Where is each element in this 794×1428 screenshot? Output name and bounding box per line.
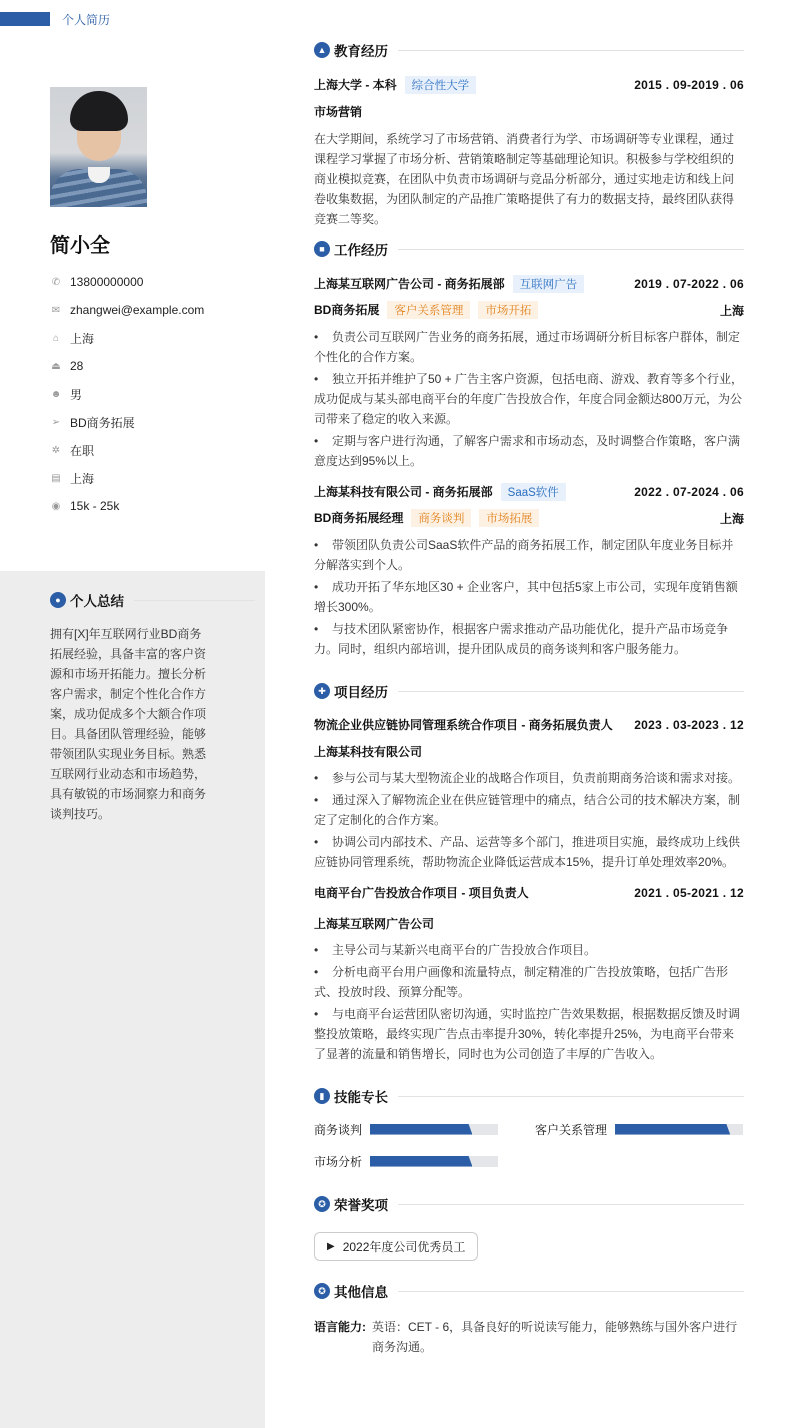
skill-fill (615, 1124, 730, 1135)
briefcase-icon: ■ (314, 241, 330, 257)
industry-tag: 互联网广告 (513, 275, 585, 293)
divider (398, 50, 744, 51)
school-type-tag: 综合性大学 (405, 76, 477, 94)
summary-header (50, 590, 255, 610)
skill-item: 客户关系管理 (535, 1120, 744, 1138)
skill-fill (370, 1124, 472, 1135)
education-desc: 在大学期间，系统学习了市场营销、消费者行为学、市场调研等专业课程，通过课程学习掌握了市场分析、营销策略制定等基础理论知识。积极参与学校组织的商业模拟竞赛，在团队中负责市场调研与竞品分析部分，通过实地走访和线上问卷收集数据，为团队制定的产品推广策略提供了有力的数据支持，最终团队获得竞赛二等奖。 (314, 132, 735, 226)
divider (398, 1096, 744, 1097)
avatar (50, 87, 147, 207)
list-item: • 独立开拓并维护了50 + 广告主客户资源，包括电商、游戏、教育等多个行业，成功促成与某头部电商平台的年度广告投放合作，年度合同金额达800万元，为公司带来了稳定的收入来源。 (314, 372, 744, 426)
info-residence: ⌂ 上海 (50, 324, 204, 352)
other-info-row (314, 1317, 744, 1357)
skill-tag: 市场开拓 (478, 301, 538, 319)
skill-tag: 商务谈判 (411, 509, 471, 527)
list-item: • 通过深入了解物流企业在供应链管理中的痛点，结合公司的技术解决方案，制定了定制化的合作方案。 (314, 793, 741, 827)
list-item: • 带领团队负责公司SaaS软件产品的商务拓展工作，制定团队年度业务目标并分解落实到个人。 (314, 538, 734, 572)
building-icon: ▤ (51, 472, 61, 484)
divider (398, 1204, 744, 1205)
list-item: • 与电商平台运营团队密切沟通，实时监控广告效果数据，根据数据反馈及时调整投放策略，最终实现广告点击率提升30%，转化率提升25%，为电商平台带来了显著的流量和销售增长，同时也为公司创造了丰厚的广告收入。 (314, 1007, 741, 1061)
education-section (314, 40, 744, 229)
list-item: • 与技术团队紧密协作，根据客户需求推动产品功能优化，提升产品市场竞争力。同时，组织内部培训，提升团队成员的商务谈判和客户服务能力。 (314, 622, 729, 656)
role: BD商务拓展 (314, 303, 380, 317)
summary-text: 拥有[X]年互联网行业BD商务拓展经验，具备丰富的客户资源和市场开拓能力。擅长分析客户需求，制定个性化合作方案，成功促成多个大额合作项目。具备团队管理经验，能够带领团队实现业务目标。熟悉互联网行业动态和市场趋势，具有敏锐的市场洞察力和商务谈判技巧。 (50, 627, 207, 821)
list-item: • 定期与客户进行沟通，了解客户需求和市场动态，及时调整合作策略，客户满意度达到95%以上。 (314, 434, 741, 468)
info-email: ✉ zhangwei@example.com (51, 303, 205, 317)
work-date: 2019 . 07-2022 . 06 (634, 277, 744, 291)
list-item: • 成功开拓了华东地区30 + 企业客户，其中包括5家上市公司，实现年度销售额增长300%。 (314, 580, 738, 614)
status-icon: ✲ (51, 444, 61, 456)
bar-chart-icon: ▮ (314, 1088, 330, 1104)
info-position: ➢ BD商务拓展 (51, 415, 135, 430)
skill-tag: 客户关系管理 (387, 301, 470, 319)
list-item: • 主导公司与某新兴电商平台的广告投放合作项目。 (314, 943, 597, 957)
info-salary: ◉ 15k - 25k (51, 499, 120, 513)
work-bullets (314, 327, 744, 471)
project-name: 电商平台广告投放合作项目 - 项目负责人 (314, 886, 529, 900)
industry-tag: SaaS软件 (501, 483, 566, 501)
education-date: 2015 . 09-2019 . 06 (634, 78, 744, 92)
info-gender: ☻ 男 (50, 387, 83, 402)
skills-header: ▮ 技能专长 (314, 1086, 744, 1106)
info-status: ✲ 在职 (51, 443, 95, 458)
major: 市场营销 (314, 105, 363, 119)
age-icon: ⏏ (51, 360, 61, 372)
work-bullets (314, 535, 744, 659)
work-location: 上海 (719, 511, 744, 526)
skill-bar (615, 1124, 743, 1135)
award-toggle[interactable]: ▶ 2022年度公司优秀员工 (314, 1232, 478, 1261)
info-icon: ✪ (314, 1283, 330, 1299)
grid-icon: ✚ (314, 683, 330, 699)
position-icon: ➢ (51, 416, 61, 428)
education-row (314, 76, 744, 94)
candidate-name: 简小全 (50, 235, 110, 257)
phone-icon: ✆ (51, 276, 61, 288)
school-name: 上海大学 - 本科 (314, 78, 397, 92)
company-name: 上海某互联网广告公司 - 商务拓展部 (314, 277, 505, 291)
language-value: 英语：CET - 6，具备良好的听说读写能力，能够熟练与国外客户进行商务沟通。 (372, 1320, 738, 1354)
skill-fill (370, 1156, 472, 1167)
salary-icon: ◉ (51, 500, 61, 512)
work-location: 上海 (719, 303, 744, 318)
project-row (314, 715, 744, 735)
work-row (314, 275, 744, 293)
project-company: 上海某科技有限公司 (314, 745, 423, 759)
user-icon: ● (50, 592, 66, 608)
other-section (314, 1281, 744, 1357)
role: BD商务拓展经理 (314, 511, 404, 525)
info-age: ⏏ 28 (51, 359, 84, 373)
info-city: ▤ 上海 (51, 471, 95, 486)
project-date: 2021 . 05-2021 . 12 (634, 885, 744, 900)
header-accent-bar (0, 12, 50, 26)
award-icon: ✪ (314, 1196, 330, 1212)
list-item: • 负责公司互联网广告业务的商务拓展，通过市场调研分析目标客户群体，制定个性化的合作方案。 (314, 330, 741, 364)
work-section (314, 239, 744, 659)
home-icon: ⌂ (52, 332, 60, 344)
summary-title: 个人总结 (70, 594, 124, 609)
divider (398, 249, 744, 250)
awards-section (314, 1194, 744, 1261)
contact-info-list (50, 268, 204, 520)
list-item: • 协调公司内部技术、产品、运营等多个部门，推进项目实施，最终成功上线供应链协同管理系统，帮助物流企业降低运营成本15%，提升订单处理效率20%。 (314, 835, 741, 869)
projects-header: ✚ 项目经历 (314, 681, 744, 701)
page-title: 个人简历 (62, 13, 111, 27)
mail-icon: ✉ (51, 304, 61, 316)
gender-icon: ☻ (50, 388, 62, 400)
awards-header: ✪ 荣誉奖项 (314, 1194, 744, 1214)
skills-section (314, 1086, 744, 1170)
project-bullets (314, 940, 744, 1064)
skills-grid (314, 1120, 744, 1170)
main-content (314, 40, 744, 1357)
skill-bar (370, 1156, 498, 1167)
divider (398, 691, 744, 692)
education-header: ▲ 教育经历 (314, 40, 744, 60)
work-row (314, 483, 744, 501)
language-label: 语言能力: (314, 1320, 366, 1334)
other-header: ✪ 其他信息 (314, 1281, 744, 1301)
list-item: • 分析电商平台用户画像和流量特点，制定精准的广告投放策略，包括广告形式、投放时段、预算分配等。 (314, 965, 729, 999)
work-role-row (314, 301, 744, 319)
project-bullets (314, 768, 744, 872)
project-date: 2023 . 03-2023 . 12 (634, 718, 744, 732)
divider (134, 600, 255, 601)
skill-bar (370, 1124, 498, 1135)
caret-right-icon: ▶ (327, 1241, 335, 1252)
projects-section (314, 681, 744, 1064)
list-item: • 参与公司与某大型物流企业的战略合作项目，负责前期商务洽谈和需求对接。 (314, 771, 741, 785)
company-name: 上海某科技有限公司 - 商务拓展部 (314, 485, 493, 499)
skill-item: 市场分析 (314, 1152, 535, 1170)
work-role-row (314, 509, 744, 527)
work-date: 2022 . 07-2024 . 06 (634, 485, 744, 499)
graduation-cap-icon: ▲ (314, 42, 330, 58)
project-row (314, 884, 744, 901)
work-header: ■ 工作经历 (314, 239, 744, 259)
info-phone: ✆ 13800000000 (51, 275, 144, 289)
divider (398, 1291, 744, 1292)
skill-tag: 市场拓展 (479, 509, 539, 527)
project-name: 物流企业供应链协同管理系统合作项目 - 商务拓展负责人 (314, 718, 613, 732)
skill-item: 商务谈判 (314, 1120, 535, 1138)
project-company: 上海某互联网广告公司 (314, 917, 435, 931)
